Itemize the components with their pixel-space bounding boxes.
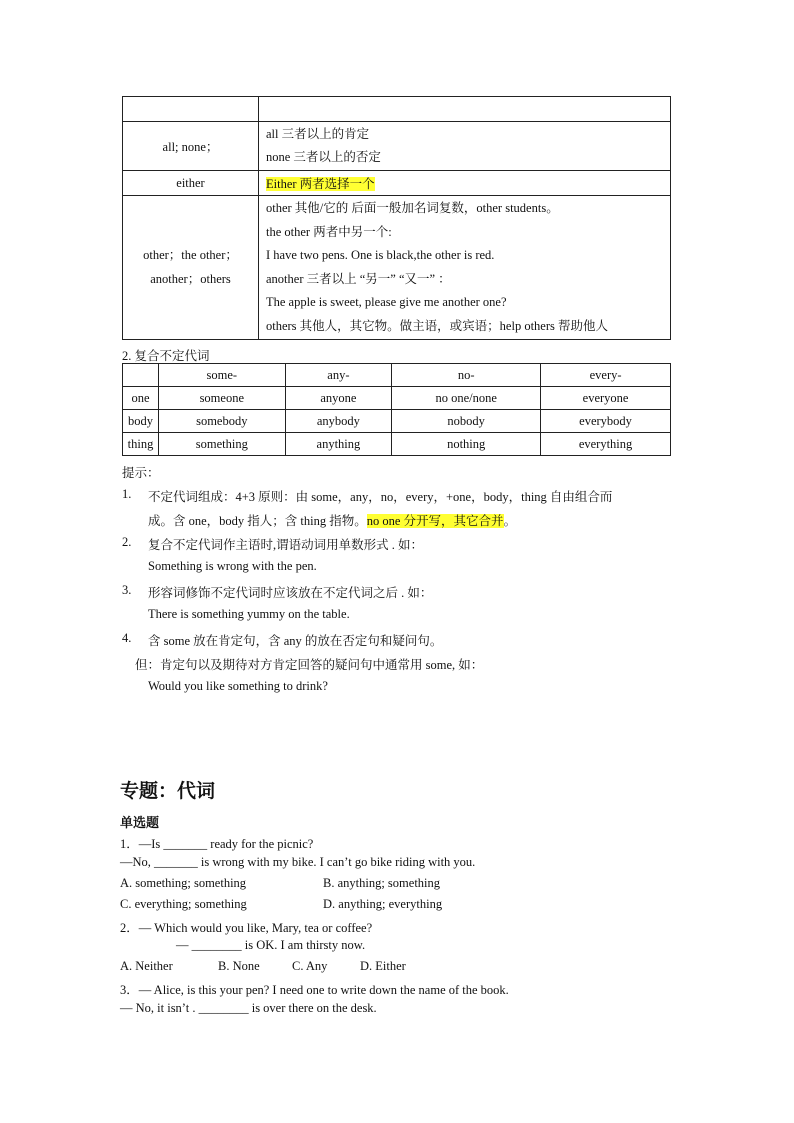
table-header-cell: no- bbox=[392, 364, 541, 387]
highlighted-tip: no one 分开写，其它合并 bbox=[366, 514, 504, 528]
table-header-cell: every- bbox=[541, 364, 671, 387]
table-cell-value bbox=[259, 97, 671, 122]
table-cell: nothing bbox=[392, 433, 541, 456]
highlighted-definition: Either 两者选择一个 bbox=[266, 177, 375, 191]
definition-line: none 三者以上的否定 bbox=[266, 150, 381, 164]
table-cell-value bbox=[259, 122, 671, 171]
question-line: — ________ is OK. I am thirsty now. bbox=[176, 938, 366, 952]
table-cell-key: all; none； bbox=[123, 122, 259, 171]
table-cell-value bbox=[259, 196, 671, 340]
pronoun-table bbox=[122, 96, 671, 340]
definition-line: others 其他人，其它物。做主语，或宾语；help others 帮助他人 bbox=[266, 318, 608, 333]
tip-text: 复合不定代词作主语时,谓语动词用单数形式 . 如： bbox=[148, 538, 424, 552]
answer-option: D. anything; everything bbox=[323, 897, 443, 911]
question-line: 1．—Is _______ ready for the picnic? bbox=[120, 837, 314, 851]
question-line: —No, _______ is wrong with my bike. I can’t go bike riding with you. bbox=[120, 855, 476, 869]
answer-option: A. Neither bbox=[120, 959, 173, 973]
table-cell: thing bbox=[123, 433, 159, 456]
question-line: — No, it isn’t . ________ is over there on the desk. bbox=[120, 1001, 377, 1015]
tip-number: 2. bbox=[122, 535, 132, 549]
tip-text: 但：肯定句以及期待对方肯定回答的疑问句中通常用 some, 如： bbox=[135, 658, 484, 672]
tip-text-part: 。 bbox=[503, 514, 517, 528]
table-row bbox=[123, 387, 671, 410]
tip-example: Something is wrong with the pen. bbox=[148, 559, 317, 573]
tip-example: There is something yummy on the table. bbox=[148, 607, 350, 621]
key-line: other；the other； bbox=[143, 248, 238, 262]
topic-subtitle: 单选题 bbox=[120, 816, 160, 831]
key-line: another；others bbox=[150, 271, 231, 286]
tip-text bbox=[148, 511, 516, 529]
tip-text: 不定代词组成：4+3 原则：由 some，any，no，every，+one，body，thing 自由组合而 bbox=[148, 490, 613, 504]
table-cell: everybody bbox=[541, 410, 671, 433]
table-cell: something bbox=[159, 433, 286, 456]
definition-line: another 三者以上 “另一” “又一” ： bbox=[266, 271, 451, 286]
table-row bbox=[123, 410, 671, 433]
table-header-cell: some- bbox=[159, 364, 286, 387]
table-cell: nobody bbox=[392, 410, 541, 433]
answer-option: C. Any bbox=[292, 959, 328, 973]
table-cell: everything bbox=[541, 433, 671, 456]
question-line: 3．— Alice, is this your pen? I need one to write down the name of the book. bbox=[120, 983, 509, 997]
tip-text: 形容词修饰不定代词时应该放在不定代词之后 . 如： bbox=[148, 586, 433, 600]
table-cell: anybody bbox=[285, 410, 392, 433]
table-cell-key: either bbox=[123, 171, 259, 196]
table-cell-key bbox=[123, 196, 259, 340]
tip-number: 4. bbox=[122, 631, 132, 645]
answer-option: A. something; something bbox=[120, 876, 247, 890]
question-line: 2．— Which would you like, Mary, tea or coffee? bbox=[120, 921, 373, 935]
table-cell: no one/none bbox=[392, 387, 541, 410]
answer-option: D. Either bbox=[360, 959, 406, 973]
tips-label: 提示： bbox=[122, 466, 160, 480]
tip-number: 3. bbox=[122, 583, 132, 597]
table-cell-value bbox=[259, 171, 671, 196]
table-cell: one bbox=[123, 387, 159, 410]
compound-pronoun-table bbox=[122, 363, 671, 456]
answer-option: B. anything; something bbox=[323, 876, 441, 890]
topic-title: 专题：代词 bbox=[120, 780, 216, 802]
definition-line: all 三者以上的肯定 bbox=[266, 126, 370, 141]
table-cell: everyone bbox=[541, 387, 671, 410]
table-row bbox=[123, 433, 671, 456]
table-cell-key bbox=[123, 97, 259, 122]
definition-line: the other 两者中另一个: bbox=[266, 224, 392, 239]
table-cell: anything bbox=[285, 433, 392, 456]
table-header-cell bbox=[123, 364, 159, 387]
answer-option: C. everything; something bbox=[120, 897, 247, 911]
example-line: The apple is sweet, please give me another one? bbox=[266, 295, 507, 309]
table-cell: anyone bbox=[285, 387, 392, 410]
definition-line: other 其他/它的 后面一般加名词复数，other students。 bbox=[266, 201, 559, 215]
table-cell: somebody bbox=[159, 410, 286, 433]
tip-number: 1. bbox=[122, 487, 132, 501]
table-header-cell: any- bbox=[285, 364, 392, 387]
tip-text: 含 some 放在肯定句，含 any 的放在否定句和疑问句。 bbox=[148, 634, 443, 648]
tip-text-part: 成。含 one，body 指人；含 thing 指物。 bbox=[148, 514, 367, 528]
answer-option: B. None bbox=[218, 959, 260, 973]
tip-example: Would you like something to drink? bbox=[148, 679, 328, 693]
example-line: I have two pens. One is black,the other is red. bbox=[266, 248, 495, 262]
table-cell: someone bbox=[159, 387, 286, 410]
table-cell: body bbox=[123, 410, 159, 433]
section-heading: 2. 复合不定代词 bbox=[122, 349, 210, 363]
